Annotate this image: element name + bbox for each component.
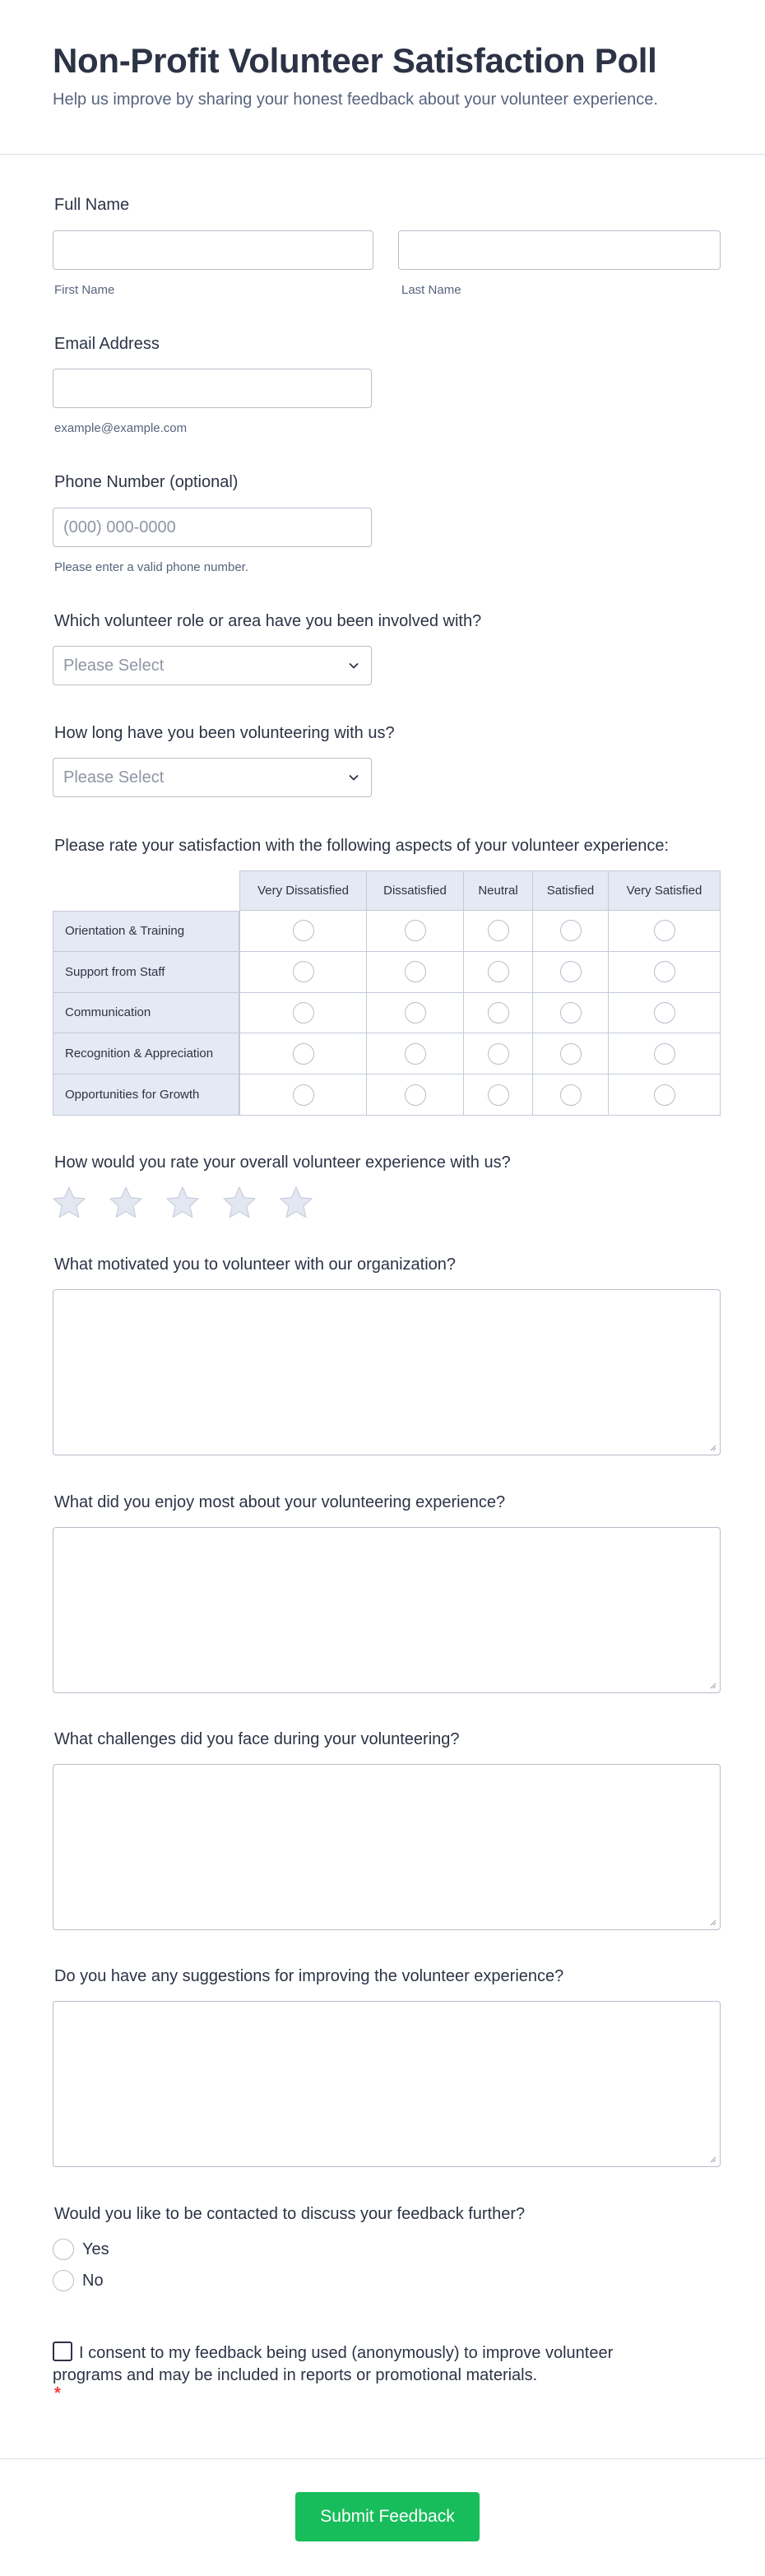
star-icon[interactable] [221, 1185, 257, 1221]
matrix-cell [239, 1074, 367, 1116]
matrix-radio-button[interactable] [405, 1002, 426, 1023]
matrix-radio-button[interactable] [488, 961, 509, 982]
matrix-column-header: Very Dissatisfied [239, 870, 367, 911]
star-icon[interactable] [51, 1185, 87, 1221]
first-name-sublabel: First Name [54, 283, 115, 297]
matrix-radio-button[interactable] [293, 1084, 314, 1106]
first-name-input[interactable] [53, 230, 373, 270]
last-name-sublabel: Last Name [401, 283, 461, 297]
matrix-radio-button[interactable] [293, 961, 314, 982]
form-title: Non-Profit Volunteer Satisfaction Poll [53, 41, 657, 80]
resize-grip-icon[interactable] [708, 1681, 716, 1689]
satisfaction-matrix [53, 870, 721, 1116]
matrix-cell [464, 1074, 533, 1116]
matrix-radio-button[interactable] [560, 1043, 582, 1065]
contact-option-label: Yes [82, 2239, 109, 2258]
contact-option-label: No [82, 2271, 104, 2290]
suggestions-label: Do you have any suggestions for improving the volunteer experience? [54, 1967, 564, 1985]
matrix-column-header: Neutral [464, 870, 533, 911]
consent-checkbox[interactable] [53, 2342, 72, 2361]
duration-label: How long have you been volunteering with us? [54, 724, 395, 742]
matrix-radio-button[interactable] [654, 1084, 675, 1106]
matrix-cell [367, 911, 464, 952]
matrix-cell [609, 993, 721, 1034]
matrix-radio-button[interactable] [560, 1084, 582, 1106]
matrix-radio-button[interactable] [560, 920, 582, 941]
matrix-cell [464, 993, 533, 1034]
matrix-radio-button[interactable] [293, 920, 314, 941]
matrix-row-header: Opportunities for Growth [53, 1074, 239, 1116]
matrix-column-header: Satisfied [533, 870, 609, 911]
consent-field [53, 2342, 678, 2387]
chevron-down-icon [348, 660, 359, 671]
star-icon[interactable] [165, 1185, 201, 1221]
challenges-label: What challenges did you face during your volunteering? [54, 1730, 460, 1748]
required-mark: * [54, 2384, 61, 2402]
matrix-radio-button[interactable] [560, 1002, 582, 1023]
role-select-placeholder: Please Select [63, 657, 165, 675]
matrix-cell [609, 911, 721, 952]
matrix-cell [533, 993, 609, 1034]
duration-select-placeholder: Please Select [63, 768, 165, 787]
phone-sublabel: Please enter a valid phone number. [54, 560, 248, 574]
matrix-cell [533, 911, 609, 952]
matrix-cell [464, 1033, 533, 1074]
matrix-radio-button[interactable] [654, 961, 675, 982]
matrix-radio-button[interactable] [293, 1043, 314, 1065]
matrix-radio-button[interactable] [405, 1084, 426, 1106]
resize-grip-icon[interactable] [708, 2155, 716, 2163]
matrix-radio-button[interactable] [405, 961, 426, 982]
matrix-column-header: Very Satisfied [609, 870, 721, 911]
matrix-radio-button[interactable] [488, 920, 509, 941]
matrix-cell [239, 952, 367, 993]
radio-button[interactable] [53, 2239, 74, 2260]
contact-option-yes[interactable] [53, 2238, 109, 2261]
contact-label: Would you like to be contacted to discuss your feedback further? [54, 2205, 526, 2223]
matrix-radio-button[interactable] [405, 1043, 426, 1065]
matrix-radio-button[interactable] [654, 1043, 675, 1065]
matrix-cell [239, 1033, 367, 1074]
matrix-cell [609, 1074, 721, 1116]
star-icon[interactable] [278, 1185, 314, 1221]
form-header [0, 0, 765, 155]
matrix-row-header: Support from Staff [53, 952, 239, 993]
challenges-textarea[interactable] [53, 1764, 721, 1930]
matrix-cell [609, 952, 721, 993]
matrix-cell [533, 952, 609, 993]
consent-text: I consent to my feedback being used (anonymously) to improve volunteer programs and may be included in reports or promotional materials. [53, 2344, 614, 2384]
matrix-radio-button[interactable] [488, 1043, 509, 1065]
matrix-row-header: Communication [53, 993, 239, 1034]
last-name-input[interactable] [398, 230, 721, 270]
form-footer [0, 2458, 765, 2576]
matrix-cell [367, 993, 464, 1034]
matrix-radio-button[interactable] [654, 920, 675, 941]
role-label: Which volunteer role or area have you been involved with? [54, 612, 482, 630]
suggestions-textarea[interactable] [53, 2001, 721, 2167]
email-sublabel: example@example.com [54, 421, 188, 435]
enjoy-label: What did you enjoy most about your volunteering experience? [54, 1493, 506, 1511]
matrix-row-header: Orientation & Training [53, 911, 239, 952]
motivation-label: What motivated you to volunteer with our organization? [54, 1256, 457, 1274]
form-subtitle: Help us improve by sharing your honest feedback about your volunteer experience. [53, 91, 658, 109]
full-name-label: Full Name [54, 196, 130, 214]
duration-select[interactable] [53, 758, 372, 797]
matrix-row-header: Recognition & Appreciation [53, 1033, 239, 1074]
matrix-radio-button[interactable] [488, 1002, 509, 1023]
star-icon[interactable] [108, 1185, 144, 1221]
role-select[interactable] [53, 646, 372, 685]
matrix-cell [239, 993, 367, 1034]
matrix-cell [533, 1033, 609, 1074]
phone-input[interactable] [53, 508, 372, 547]
matrix-cell [367, 952, 464, 993]
matrix-radio-button[interactable] [560, 961, 582, 982]
matrix-column-header: Dissatisfied [367, 870, 464, 911]
matrix-cell [609, 1033, 721, 1074]
enjoy-textarea[interactable] [53, 1527, 721, 1693]
phone-label: Phone Number (optional) [54, 473, 239, 491]
submit-button[interactable]: Submit Feedback [295, 2492, 480, 2541]
contact-option-no[interactable] [53, 2269, 104, 2292]
resize-grip-icon[interactable] [708, 1443, 716, 1451]
email-input[interactable] [53, 369, 372, 408]
radio-button[interactable] [53, 2270, 74, 2291]
matrix-radio-button[interactable] [654, 1002, 675, 1023]
motivation-textarea[interactable] [53, 1289, 721, 1455]
matrix-cell [239, 911, 367, 952]
matrix-radio-button[interactable] [488, 1084, 509, 1106]
matrix-radio-button[interactable] [293, 1002, 314, 1023]
matrix-cell [533, 1074, 609, 1116]
matrix-cell [464, 952, 533, 993]
email-label: Email Address [54, 335, 160, 353]
matrix-cell [367, 1074, 464, 1116]
matrix-cell [367, 1033, 464, 1074]
matrix-cell [464, 911, 533, 952]
chevron-down-icon [348, 772, 359, 783]
matrix-label: Please rate your satisfaction with the following aspects of your volunteer experience: [54, 837, 670, 855]
resize-grip-icon[interactable] [708, 1918, 716, 1926]
matrix-radio-button[interactable] [405, 920, 426, 941]
rating-label: How would you rate your overall volunteer experience with us? [54, 1153, 511, 1172]
